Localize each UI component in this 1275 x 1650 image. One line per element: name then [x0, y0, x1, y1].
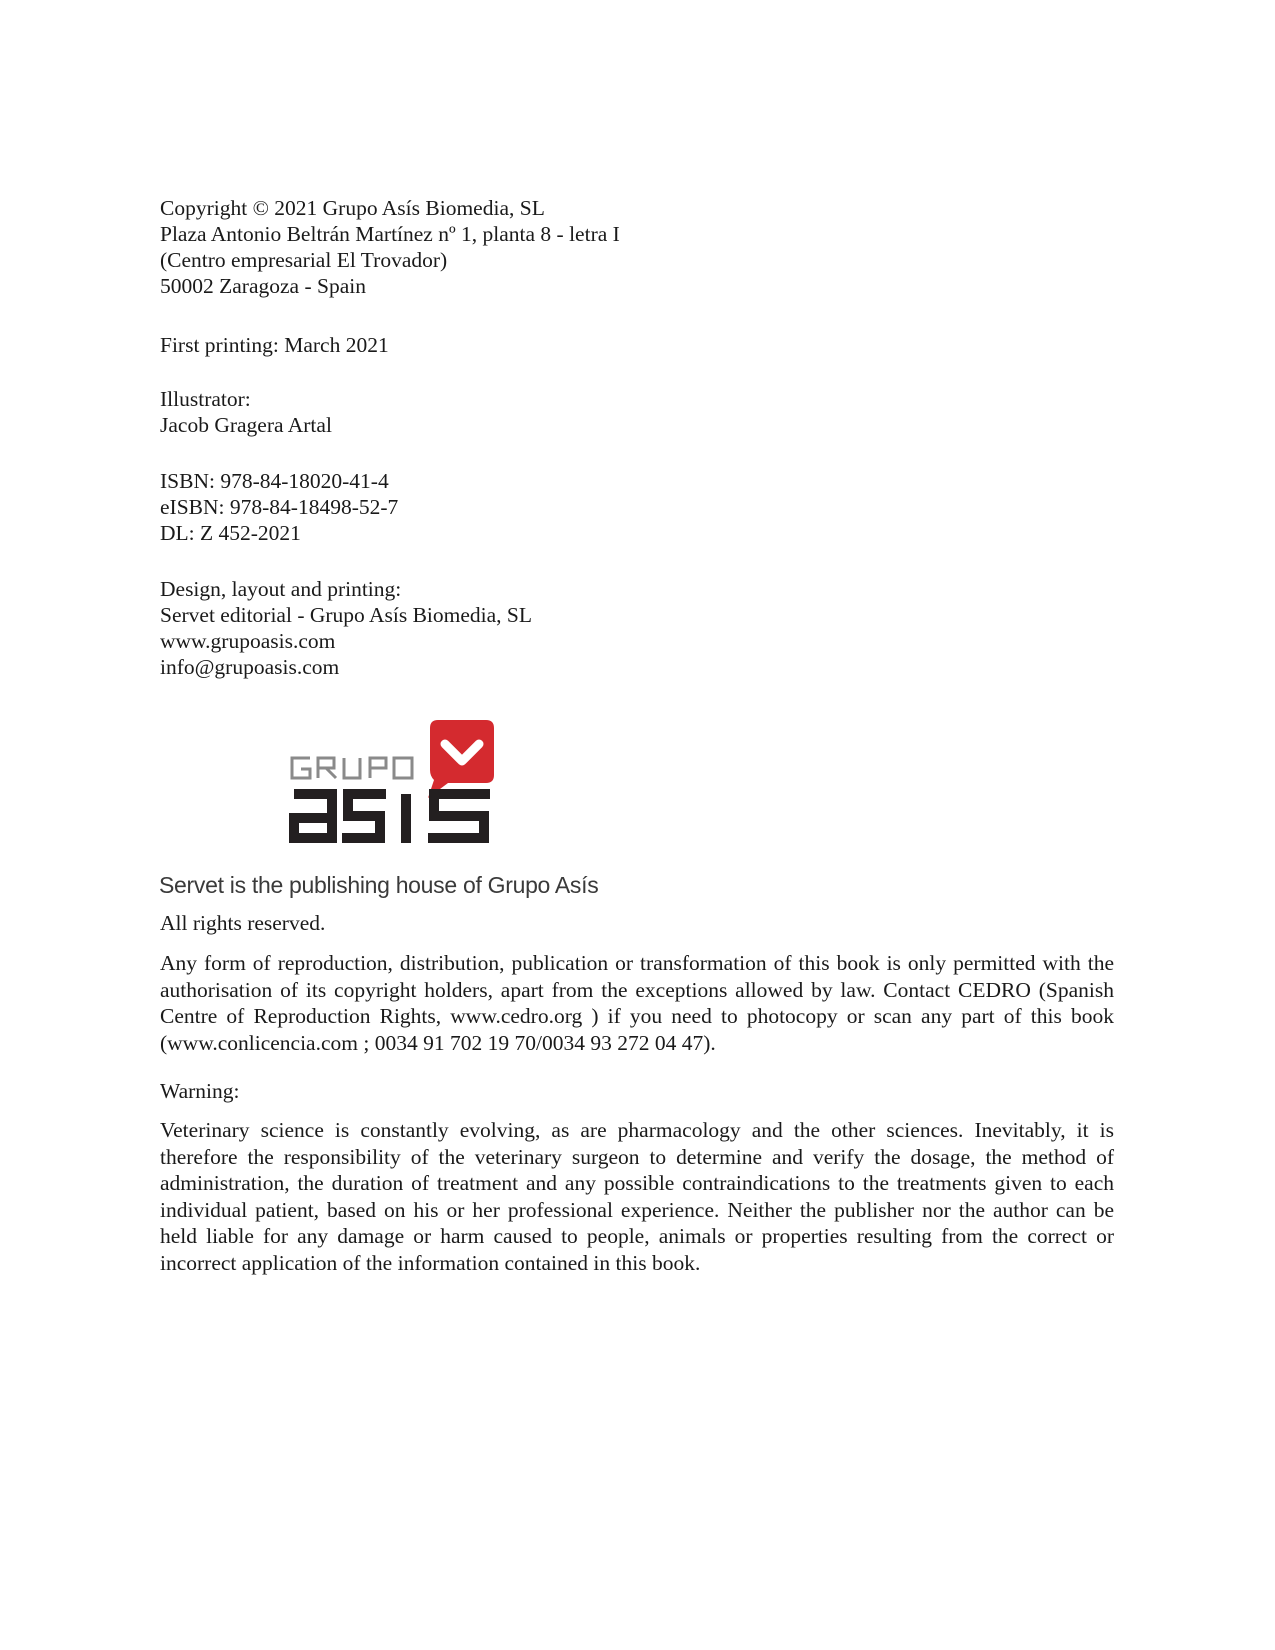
address-line: (Centro empresarial El Trovador) [160, 248, 448, 272]
warning-heading [160, 1078, 239, 1104]
legal-deposit: DL: Z 452-2021 [160, 521, 301, 545]
address-line: 50002 Zaragoza - Spain [160, 274, 366, 298]
asis-wordmark [294, 794, 490, 843]
eisbn: eISBN: 978-84-18498-52-7 [160, 495, 399, 519]
warning-paragraph: Veterinary science is constantly evolving, as are pharmacology and the other sciences. Inevitably, it is therefore the responsibility of the veterinary surgeon to determine and verify the dosage, the method of administration, the duration of treatment and any possible contraindications to the treatments given to each individual patient, based on his or her professional experience. Neither the publisher nor the author can be held liable for any damage or harm caused to people, animals or properties resulting from the correct or incorrect application of the information contained in this book. [160, 1118, 1114, 1275]
design-publisher: Servet editorial - Grupo Asís Biomedia, SL [160, 603, 533, 627]
grupo-asis-logo [288, 720, 500, 850]
publisher-address-block [160, 195, 620, 299]
isbn: ISBN: 978-84-18020-41-4 [160, 469, 389, 493]
illustrator-label: Illustrator: [160, 387, 251, 411]
check-bubble-icon [428, 720, 494, 798]
rights-heading [160, 910, 325, 936]
first-printing: First printing: March 2021 [160, 333, 389, 357]
illustrator-block [160, 386, 332, 438]
address-line: Plaza Antonio Beltrán Martínez nº 1, planta 8 - letra I [160, 222, 620, 246]
logo-tagline: Servet is the publishing house of Grupo Asís [159, 872, 599, 898]
grupo-wordmark [292, 758, 412, 778]
all-rights-reserved: All rights reserved. [160, 911, 326, 935]
design-block [160, 576, 532, 680]
identifiers-block [160, 468, 398, 546]
email-link[interactable]: info@grupoasis.com [160, 655, 340, 679]
design-label: Design, layout and printing: [160, 577, 402, 601]
website-link[interactable]: www.grupoasis.com [160, 629, 336, 653]
rights-paragraph: Any form of reproduction, distribution, publication or transformation of this book is only permitted with the authorisation of its copyright holders, apart from the exceptions allowed by law. Contact CEDRO (Spanish Centre of Reproduction Rights, www.cedro.org ) if you need to photocopy or scan any part of this book (www.conlicencia.com ; 0034 91 702 19 70/0034 93 272 04 47). [160, 951, 1114, 1055]
warning-label: Warning: [160, 1079, 240, 1103]
copyright-line: Copyright © 2021 Grupo Asís Biomedia, SL [160, 196, 545, 220]
printing-block [160, 332, 389, 358]
illustrator-name: Jacob Gragera Artal [160, 413, 332, 437]
